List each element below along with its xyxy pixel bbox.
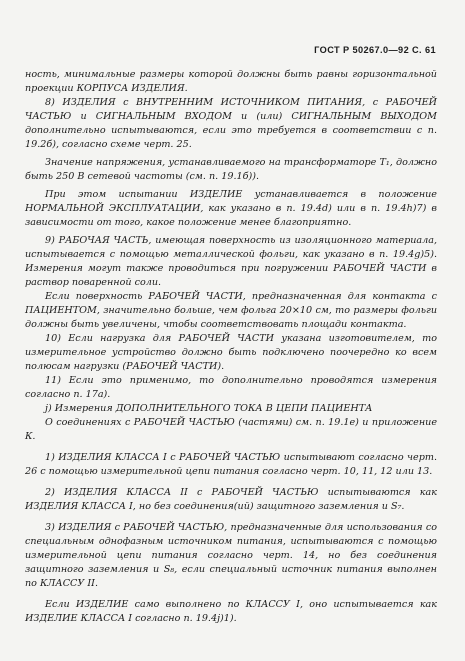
paragraph: Значение напряжения, устанавливаемого на трансформаторе T₁, должно быть 250 В сетевой частоты (см. п. 19.1б)). <box>25 157 437 182</box>
paragraph: ность, минимальные размеры которой должны быть равны горизонтальной проекции КОРПУСА ИЗДЕЛИЯ. <box>25 69 437 94</box>
running-head: ГОСТ Р 50267.0—92 С. 61 <box>314 45 436 55</box>
paragraph: 2) ИЗДЕЛИЯ КЛАССА II с РАБОЧЕЙ ЧАСТЬЮ испытываются как ИЗДЕЛИЯ КЛАССА I, но без соединения(ий) защитного заземления и S₇. <box>25 487 437 512</box>
paragraph: 10) Если нагрузка для РАБОЧЕЙ ЧАСТИ указана изготовителем, то измерительное устройство должно быть подключено поочередно ко всем полюсам нагрузки (РАБОЧЕЙ ЧАСТИ). <box>25 333 437 372</box>
paragraph: 1) ИЗДЕЛИЯ КЛАССА I с РАБОЧЕЙ ЧАСТЬЮ испытывают согласно черт. 26 с помощью измерительной цепи питания согласно черт. 10, 11, 12 или 13. <box>25 452 437 477</box>
paragraph: Если поверхность РАБОЧЕЙ ЧАСТИ, предназначенная для контакта с ПАЦИЕНТОМ, значительно больше, чем фольга 20×10 см, то размеры фольги должны быть увеличены, чтобы соответствовать площади контакта. <box>25 291 437 330</box>
document-body <box>25 68 437 626</box>
paragraph: О соединениях с РАБОЧЕЙ ЧАСТЬЮ (частями) см. п. 19.1е) и приложение К. <box>25 417 437 442</box>
paragraph: Если ИЗДЕЛИЕ само выполнено по КЛАССУ I, оно испытывается как ИЗДЕЛИЕ КЛАССА I согласно п. 19.4j)1). <box>25 599 437 624</box>
section-heading: j) Измерения ДОПОЛНИТЕЛЬНОГО ТОКА В ЦЕПИ ПАЦИЕНТА <box>45 403 373 414</box>
paragraph: 9) РАБОЧАЯ ЧАСТЬ, имеющая поверхность из изоляционного материала, испытывается с помощью металлической фольги, как указано в п. 19.4g)5). Измерения могут также проводиться при погружении РАБОЧЕЙ ЧАСТИ в раствор поваренной соли. <box>25 235 437 288</box>
paragraph: 11) Если это применимо, то дополнительно проводятся измерения согласно п. 17а). <box>25 375 437 400</box>
paragraph: 8) ИЗДЕЛИЯ с ВНУТРЕННИМ ИСТОЧНИКОМ ПИТАНИЯ, с РАБОЧЕЙ ЧАСТЬЮ и СИГНАЛЬНЫМ ВХОДОМ и (или) СИГНАЛЬНЫМ ВЫХОДОМ дополнительно испытываются, если это требуется в соответствии с п. 19.2б), согласно схеме черт. 25. <box>25 97 437 150</box>
paragraph: 3) ИЗДЕЛИЯ с РАБОЧЕЙ ЧАСТЬЮ, предназначенные для использования со специальным однофазным источником питания, испытываются с помощью измерительной цепи питания согласно черт. 14, но без соединения защитного заземления и S₈, если специальный источник питания выполнен по КЛАССУ II. <box>25 522 437 589</box>
paragraph: При этом испытании ИЗДЕЛИЕ устанавливается в положение НОРМАЛЬНОЙ ЭКСПЛУАТАЦИИ, как указано в п. 19.4d) или в п. 19.4h)7) в зависимости от того, какое положение менее благоприятно. <box>25 189 437 228</box>
